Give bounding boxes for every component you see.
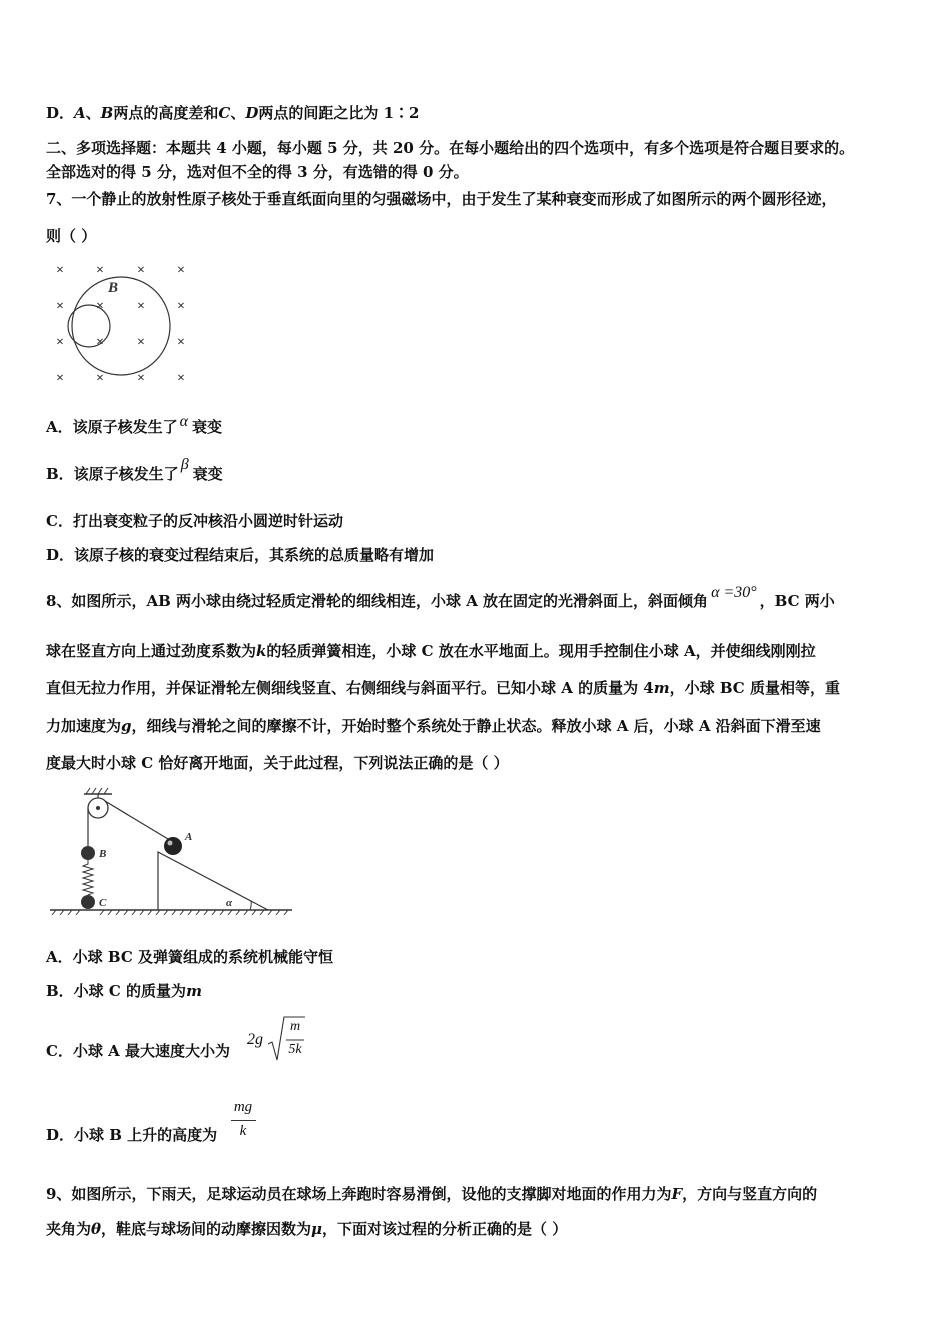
label-c: C	[99, 897, 107, 909]
angle-theta: θ	[91, 1220, 102, 1238]
field-cross: ×	[177, 371, 185, 386]
option-text: 衰变	[192, 465, 223, 483]
option-text: 两点的间距之比为 1∶2	[258, 104, 420, 122]
force-f: F	[671, 1185, 683, 1203]
option-label: D．	[46, 104, 75, 122]
section-heading-line2: 全部选对的得 5 分，选对但不全的得 3 分，有选错的得 0 分。	[46, 163, 469, 181]
field-cross: ×	[177, 263, 185, 278]
q8-stem-line5: 度最大时小球 C 恰好离开地面，关于此过程，下列说法正确的是（ ）	[46, 754, 509, 772]
field-cross: ×	[56, 371, 64, 386]
stem-text: 夹角为	[46, 1220, 92, 1238]
q8-option-c: C．小球 A 最大速度大小为	[46, 1042, 231, 1060]
q9-stem-line2	[46, 1218, 567, 1239]
field-cross: ×	[137, 263, 145, 278]
q7-option-b	[46, 456, 223, 484]
q8-stem-line3	[46, 677, 840, 698]
spring	[83, 860, 93, 899]
label-alpha: α	[226, 897, 233, 909]
stem-text: 球在竖直方向上通过劲度系数为	[46, 642, 257, 660]
label-b: B	[108, 280, 119, 296]
field-cross: ×	[96, 263, 104, 278]
field-cross: ×	[137, 299, 145, 314]
field-cross: ×	[56, 299, 64, 314]
q9-stem-line1	[46, 1183, 817, 1204]
ball-c	[81, 895, 95, 909]
field-cross: ×	[56, 335, 64, 350]
separator: 、	[230, 104, 246, 122]
q8-option-d: D．小球 B 上升的高度为	[46, 1126, 218, 1144]
alpha-symbol: α	[179, 413, 189, 430]
option-text: B．该原子核发生了	[46, 465, 179, 483]
mass-m: m	[186, 982, 202, 1000]
separator: 、	[85, 104, 101, 122]
point-c: C	[218, 104, 231, 122]
label-a: A	[185, 831, 193, 843]
fraction-denominator: k	[239, 1123, 247, 1139]
ball-b	[81, 846, 95, 860]
small-track-circle	[68, 305, 110, 347]
point-d: D	[245, 104, 259, 122]
option-text: 两点的高度差和	[113, 104, 219, 122]
field-cross: ×	[96, 371, 104, 386]
mass-m: m	[653, 679, 670, 697]
stem-text: 的轻质弹簧相连，小球 C 放在水平地面上。现用手控制住小球 A，并使细线刚刚拉	[266, 642, 816, 660]
stem-text: ，鞋底与球场间的动摩擦因数为	[101, 1220, 312, 1238]
spring-constant-k: k	[256, 642, 267, 660]
section-heading-line1: 二、多项选择题：本题共 4 小题，每小题 5 分，共 20 分。在每小题给出的四个选项中，有多个选项是符合题目要求的。	[46, 139, 855, 157]
q7-option-c: C．打出衰变粒子的反冲核沿小圆逆时针运动	[46, 512, 343, 530]
option-text: 衰变	[192, 418, 223, 436]
field-cross: ×	[96, 335, 104, 350]
option-text: B．小球 C 的质量为	[46, 982, 187, 1000]
fraction-numerator: mg	[233, 1099, 253, 1115]
stem-text: ，细线与滑轮之间的摩擦不计，开始时整个系统处于静止状态。释放小球 A 后，小球 A 沿斜面下滑至速	[131, 717, 821, 735]
q6-option-d	[46, 102, 419, 123]
field-cross: ×	[56, 263, 64, 278]
field-cross: ×	[137, 371, 145, 386]
q8-stem-line4	[46, 715, 821, 736]
stem-text: 8、如图所示，AB 两小球由绕过轻质定滑轮的细线相连，小球 A 放在固定的光滑斜面上，斜面倾角	[46, 592, 709, 610]
q7-option-a	[46, 413, 223, 437]
field-cross: ×	[137, 335, 145, 350]
q8-option-a: A．小球 BC 及弹簧组成的系统机械能守恒	[46, 948, 333, 966]
fraction-numerator: m	[289, 1019, 301, 1034]
large-track-circle	[72, 277, 170, 375]
coefficient-2g: 2g	[247, 1031, 263, 1048]
field-cross: ×	[177, 335, 185, 350]
ball-a	[164, 837, 182, 855]
beta-symbol: β	[180, 456, 189, 473]
stem-text: ，小球 BC 质量相等，重	[669, 679, 840, 697]
q7-stem-line2: 则（ ）	[46, 227, 97, 245]
q7-option-d: D．该原子核的衰变过程结束后，其系统的总质量略有增加	[46, 546, 435, 564]
option-text: A．该原子核发生了	[46, 418, 178, 436]
q7-magnetic-field-figure	[46, 258, 206, 388]
point-b: B	[100, 104, 114, 122]
q7-stem-line1: 7、一个静止的放射性原子核处于垂直纸面向里的匀强磁场中，由于发生了某种衰变而形成了如图所示的两个圆形径迹，	[46, 190, 837, 208]
stem-text: 直但无拉力作用，并保证滑轮左侧细线竖直、右侧细线与斜面平行。已知小球 A 的质量为 4	[46, 679, 654, 697]
stem-text: 9、如图所示，下雨天，足球运动员在球场上奔跑时容易滑倒，设他的支撑脚对地面的作用力为	[46, 1185, 672, 1203]
q8-stem-line1	[46, 584, 835, 611]
stem-text: ，BC 两小	[759, 592, 835, 610]
q8-option-b	[46, 980, 202, 1001]
gravity-g: g	[121, 717, 132, 735]
stem-text: 力加速度为	[46, 717, 122, 735]
fraction-denominator: 5k	[288, 1042, 302, 1057]
field-cross: ×	[96, 299, 104, 314]
label-b: B	[99, 848, 107, 860]
incline-angle: α =30°	[711, 584, 757, 601]
field-cross: ×	[177, 299, 185, 314]
stem-text: ，下面对该过程的分析正确的是（ ）	[322, 1220, 568, 1238]
fraction-bar	[231, 1120, 256, 1121]
stem-text: ，方向与竖直方向的	[682, 1185, 818, 1203]
friction-mu: μ	[311, 1220, 323, 1238]
point-a: A	[74, 104, 86, 122]
q8-stem-line2	[46, 640, 816, 661]
q8-pulley-incline-figure	[46, 786, 296, 916]
